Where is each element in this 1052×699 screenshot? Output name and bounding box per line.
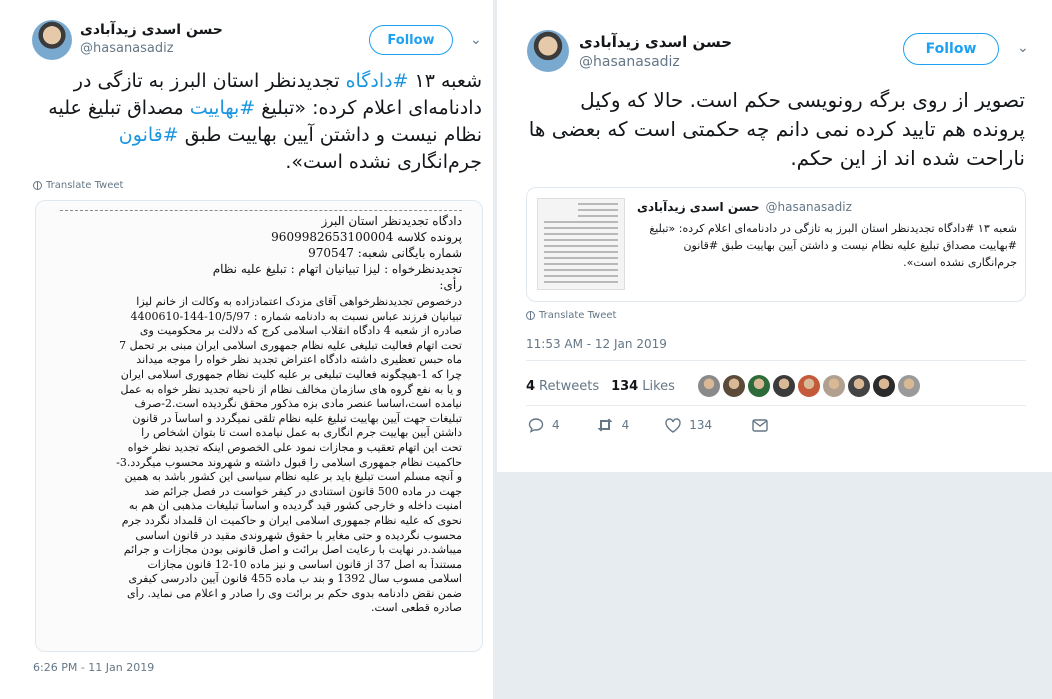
tweet-text-segment: شعبه ۱۳ (408, 70, 482, 92)
author-name[interactable]: حسن اسدی زیدآبادی (80, 22, 223, 38)
thumbnail-text-line (544, 245, 618, 247)
tweet-timestamp[interactable]: 6:26 PM - 11 Jan 2019 (33, 661, 155, 674)
liker-avatar[interactable] (848, 375, 870, 397)
like-count: 134 (689, 418, 713, 432)
retweets-count: 4 (526, 378, 536, 394)
tweet-actions (528, 417, 768, 433)
tweet-text (28, 68, 482, 176)
heart-icon (665, 418, 681, 433)
document-body-line: تبیانیان فرزند عباس نسبت به دادنامه شماره : 10/5/97-144-4400610 (130, 309, 462, 323)
hashtag-link[interactable]: #بهاییت (189, 97, 256, 119)
globe-icon (526, 311, 535, 320)
document-header (60, 213, 462, 293)
quoted-tweet-text: شعبه ۱۳ #دادگاه تجدیدنظر استان البرز به تازگی در دادنامه‌ای اعلام کرده: «تبلیغ #بهاییت مصداق تبلیغ علیه نظام نیست و داشتن آیین بهاییت طبق #قانون جرم‌انگاری نشده است». (649, 222, 1017, 269)
document-body-line: محسوب نگردیده و حتی مغایر با حقوق شهروندی مقید در قانون اساسی (135, 528, 462, 542)
document-body-line: صادره از شعبه 4 دادگاه انقلاب اسلامی کرج که دلالت بر محکومیت وی (139, 324, 462, 338)
liker-avatar[interactable] (873, 375, 895, 397)
document-header-line: شماره بایگانی شعبه: 970547 (308, 246, 462, 260)
document-body-line: جهت در ماده 500 قانون استنادی در کیفر خواست در فصل جرائم ضد (144, 484, 462, 498)
thumbnail-text-line (544, 239, 618, 241)
liker-avatar[interactable] (748, 375, 770, 397)
globe-icon (33, 181, 42, 190)
liker-avatar[interactable] (823, 375, 845, 397)
author-handle[interactable]: @hasanasadiz (579, 54, 680, 70)
translate-label: Translate Tweet (46, 180, 124, 191)
retweets-label: Retweets (539, 378, 600, 394)
author-handle[interactable]: @hasanasadiz (80, 41, 174, 56)
left-tweet-card (0, 0, 493, 699)
right-tweet-card (497, 0, 1052, 472)
document-header-line: پرونده کلاسه 9609982653100004 (271, 230, 462, 244)
thumbnail-text-line (544, 251, 618, 253)
avatar[interactable] (32, 20, 72, 60)
document-body-line: نحوی که علیه نظام جمهوری اسلامی ایران و حاکمیت ان قلمداد نگردد جرم (121, 513, 462, 527)
author-name[interactable]: حسن اسدی زیدآبادی (579, 33, 733, 51)
liker-avatar[interactable] (798, 375, 820, 397)
document-body-line: درخصوص تجدیدنظرخواهی آقای مزدک اعتمادزاده به وکالت از خانم لیزا (136, 295, 462, 308)
thumbnail-text-line (544, 227, 618, 229)
likes-count: 134 (611, 378, 639, 394)
document-content (36, 201, 482, 616)
likes-stat[interactable] (611, 379, 675, 394)
liker-avatar[interactable] (698, 375, 720, 397)
liker-avatar[interactable] (773, 375, 795, 397)
document-header-line: تجدیدنظرخواه : لیزا تبیانیان اتهام : تبلیغ علیه نظام (212, 262, 462, 276)
like-button[interactable] (665, 418, 712, 433)
document-header-line: رأی: (439, 278, 462, 292)
reply-button[interactable] (528, 417, 560, 433)
quoted-author (637, 200, 852, 214)
document-body-line: صادره قطعی است. (371, 601, 462, 615)
tweet-timestamp[interactable]: 11:53 AM - 12 Jan 2019 (526, 337, 667, 351)
document-body-line: تبلیغات جهت آیین بهاییت تبلیغ علیه نظام تلقی نمیگردد و اساساً در قانون (132, 411, 462, 425)
quoted-author-handle: @hasanasadiz (765, 200, 852, 214)
document-body-line: داشتن آیین بهاییت جرم انگاری به عمل نیامده است تا بتوان اشخاص را (141, 426, 462, 440)
liker-avatar[interactable] (723, 375, 745, 397)
liker-avatar[interactable] (898, 375, 920, 397)
thumbnail-text-line (544, 257, 618, 259)
tweet-text-segment: مصداق تبلیغ علیه نظام نیست و داشتن آیین بهاییت طبق (48, 97, 482, 146)
author-block (579, 33, 779, 70)
envelope-icon (752, 419, 768, 432)
document-body (60, 295, 462, 616)
avatar[interactable] (527, 30, 569, 72)
thumbnail-text-line (578, 209, 618, 211)
thumbnail-text-line (578, 203, 618, 205)
attached-document-image[interactable] (35, 200, 483, 652)
document-body-line: نیامده است،اساسا عنصر مادی بزه مذکور محقق نگردیده است.2-صرف (134, 397, 462, 411)
reply-count: 4 (552, 418, 560, 432)
engagement-stats (526, 375, 920, 397)
retweets-stat[interactable] (526, 379, 599, 394)
document-body-line: امنیت داخله و خارجی کشور قید گردیده و اساساً تبلیغات مذهبی ان هم به (128, 499, 462, 513)
hashtag-link[interactable]: #دادگاه (345, 70, 409, 92)
likes-label: Likes (642, 378, 675, 394)
translate-tweet-link[interactable] (33, 180, 123, 191)
tweet-text-segment: تجدیدنظر استان البرز به تازگی در دادنامه‌ای اعلام کرده: «تبلیغ (73, 70, 482, 119)
author-block (80, 22, 280, 56)
thumbnail-text-line (544, 233, 618, 235)
divider (526, 360, 1026, 361)
document-body-line: میباشد.در نهایت با رعایت اصل برائت و اصل قانونی بودن مجازات و جرائم (123, 543, 462, 557)
document-top-scribble (60, 205, 462, 211)
quoted-author-name: حسن اسدی زیدآبادی (637, 200, 760, 214)
document-body-line: و یا به نفع گروه های سازمان مخالف نظام از ناحیه تجدید نظر خواه به عمل (120, 382, 462, 396)
follow-button[interactable]: Follow (903, 33, 999, 65)
quoted-tweet-thumbnail (537, 198, 625, 290)
tweet-text-segment: جرم‌انگاری نشده است». (285, 151, 482, 173)
document-body-line: ضمن نقض دادنامه بدوی حکم بر برائت وی را صادر و اعلام می نماید. رأی (127, 586, 462, 600)
document-body-line: ماه حبس تعظیری داشته دادگاه اعتراض تجدید نظر خواه را موجه میداند (136, 353, 462, 367)
tweet-text: تصویر از روی برگه رونویسی حکم است. حالا که وکیل پرونده هم تایید کرده نمی دانم چه حکمتی است که بعضی ها ناراحت شده اند از این حکم. (528, 88, 1025, 170)
likers-avatars (695, 375, 920, 397)
follow-button[interactable]: Follow (369, 25, 453, 55)
document-body-line: تحت اتهام فعالیت تبلیغی علیه نظام جمهوری اسلامی ایران مبنی بر تحمل 7 (119, 338, 462, 352)
thumbnail-text-line (544, 221, 618, 223)
quoted-tweet[interactable] (526, 187, 1026, 302)
document-body-line: چرا که 1-هیچگونه فعالیت تبلیغی بر علیه کلیت نظام جمهوری اسلامی ایران (120, 367, 462, 381)
document-header-line: دادگاه تجدیدنظر استان البرز (321, 214, 462, 228)
direct-message-button[interactable] (752, 419, 768, 432)
thumbnail-text-line (544, 263, 618, 265)
retweet-count: 4 (621, 418, 630, 432)
translate-tweet-link[interactable] (526, 310, 616, 321)
thumbnail-text-line (544, 269, 618, 271)
chevron-down-icon[interactable]: ⌄ (470, 32, 482, 48)
document-body-line: حاکمیت نظام جمهوری اسلامی را قبول داشته و شهروند محسوب میگردد.3- (116, 455, 462, 469)
document-body-line: تحت این اتهام تعقیب و مجازات نمود علی الخصوص اینکه تجدید نظر خواه (127, 440, 462, 454)
divider (526, 405, 1026, 406)
document-body-line: مستنداً به اصل 37 از قانون اساسی و نیز ماده 10-12 قانون مجازات (147, 557, 462, 571)
thumbnail-text-line (544, 275, 618, 277)
retweet-button[interactable] (596, 417, 630, 433)
retweet-icon (596, 417, 614, 433)
hashtag-link[interactable]: #قانون (118, 124, 179, 146)
document-body-line: اسلامی مسوب سال 1392 و بند ب ماده 455 قانون آیین دادرسی کیفری (128, 572, 462, 586)
thumbnail-text-line (578, 215, 618, 217)
thumbnail-text-line (544, 281, 618, 283)
chevron-down-icon[interactable]: ⌄ (1017, 40, 1029, 56)
translate-label: Translate Tweet (539, 310, 617, 321)
document-body-line: و آنچه مسلم است تبلیغ باید بر علیه نظام سیاسی این کشور باشد به همین (124, 470, 462, 484)
reply-icon (528, 417, 544, 433)
